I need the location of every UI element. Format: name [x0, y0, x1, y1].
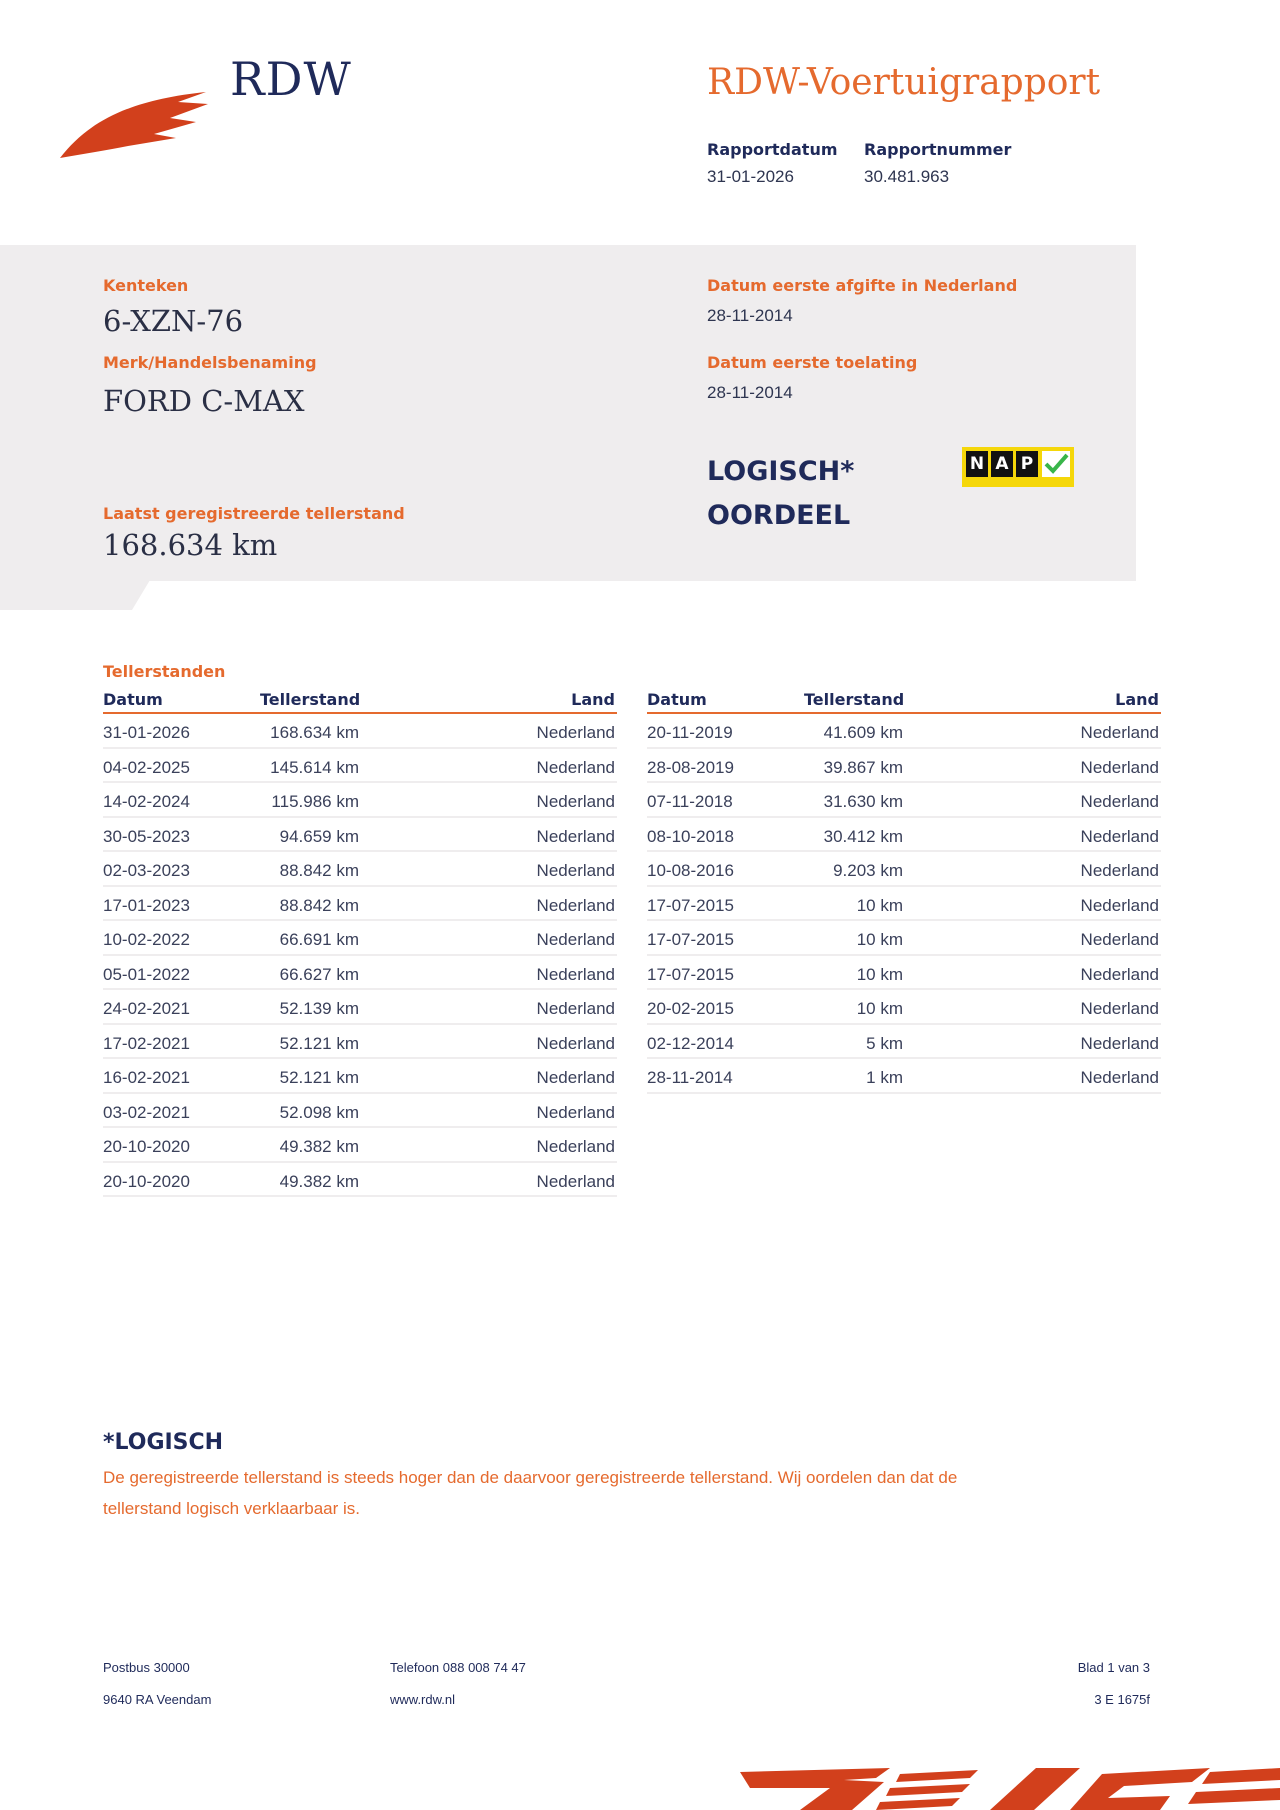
report-number: 30.481.963 [864, 167, 950, 186]
reading-km: 9.203 km [833, 861, 903, 880]
reading-km: 31.630 km [823, 792, 903, 811]
rdw-logo [58, 52, 358, 162]
reading-km: 52.098 km [279, 1102, 359, 1122]
odometer-label: Laatst geregistreerde tellerstand [103, 504, 405, 523]
reading-country: Nederland [536, 895, 615, 915]
col-date-header: Datum [103, 690, 163, 709]
table-row [647, 852, 1161, 887]
reading-km: 66.691 km [279, 930, 359, 949]
reading-country: Nederland [1080, 964, 1159, 984]
reading-date: 02-03-2023 [103, 861, 190, 880]
reading-date: 20-11-2019 [647, 723, 733, 742]
panel-tab-decoration [0, 580, 150, 610]
reading-date: 16-02-2021 [103, 1068, 190, 1087]
table-row [103, 783, 617, 818]
report-date-block [707, 140, 838, 187]
reading-date: 28-08-2019 [647, 757, 734, 777]
note-line-2: tellerstand logisch verklaarbaar is. [103, 1499, 361, 1518]
reading-km: 145.614 km [270, 757, 359, 777]
table-header [103, 688, 617, 714]
table-row [103, 921, 617, 956]
nap-check-icon [1042, 451, 1070, 477]
table-row [103, 1025, 617, 1060]
reading-country: Nederland [1080, 1068, 1159, 1087]
reading-country: Nederland [1080, 930, 1159, 949]
reading-km: 1 km [866, 1068, 903, 1087]
reading-date: 03-02-2021 [103, 1102, 190, 1122]
reading-km: 49.382 km [279, 1171, 359, 1191]
reading-date: 20-10-2020 [103, 1137, 190, 1156]
nap-badge [962, 447, 1074, 487]
reading-country: Nederland [1080, 757, 1159, 777]
reading-km: 10 km [856, 964, 903, 984]
reading-km: 41.609 km [823, 723, 903, 742]
reading-date: 10-02-2022 [103, 930, 190, 949]
footer-address: 9640 RA Veendam [103, 1692, 212, 1707]
reading-country: Nederland [1080, 895, 1159, 915]
first-admission-label: Datum eerste toelating [707, 353, 918, 372]
table-row [103, 1059, 617, 1094]
reading-date: 20-10-2020 [103, 1171, 190, 1191]
table-row [103, 1094, 617, 1129]
reading-country: Nederland [536, 1033, 615, 1053]
footer-page: Blad 1 van 3 [1077, 1660, 1150, 1675]
reading-km: 168.634 km [270, 723, 359, 742]
footer-phone: Telefoon 088 008 74 47 [390, 1660, 526, 1675]
table-row [647, 921, 1161, 956]
reading-date: 07-11-2018 [647, 792, 733, 811]
verdict [707, 450, 854, 538]
reading-date: 04-02-2025 [103, 757, 190, 777]
table-row [103, 990, 617, 1025]
report-date: 31-01-2026 [707, 167, 794, 186]
reading-date: 14-02-2024 [103, 792, 190, 811]
note-title: *LOGISCH [103, 1430, 224, 1455]
reading-country: Nederland [536, 964, 615, 984]
reading-country: Nederland [1080, 1033, 1159, 1053]
table-row [647, 749, 1161, 784]
readings-table-right [647, 688, 1161, 1094]
reading-km: 10 km [856, 930, 903, 949]
reading-date: 17-07-2015 [647, 895, 734, 915]
nap-letter-n: N [966, 451, 988, 477]
reading-km: 88.842 km [279, 861, 359, 880]
reading-country: Nederland [536, 999, 615, 1018]
reading-km: 115.986 km [271, 792, 359, 811]
col-land-header: Land [571, 690, 615, 709]
col-km-header: Tellerstand [260, 690, 361, 709]
reading-country: Nederland [1080, 826, 1159, 846]
table-header [647, 688, 1161, 714]
reading-date: 30-05-2023 [103, 826, 190, 846]
reading-date: 10-08-2016 [647, 861, 734, 880]
table-row [647, 783, 1161, 818]
table-row [647, 990, 1161, 1025]
reading-km: 5 km [866, 1033, 903, 1053]
reading-country: Nederland [1080, 861, 1159, 880]
brand-name: RDW [230, 52, 352, 106]
reading-km: 88.842 km [279, 895, 359, 915]
rdw-stripes-decoration [740, 1758, 1280, 1810]
reading-country: Nederland [536, 930, 615, 949]
report-number-block [864, 140, 1011, 187]
footer-postbus: Postbus 30000 [103, 1660, 190, 1675]
first-issue-nl-label: Datum eerste afgifte in Nederland [707, 276, 1018, 295]
rdw-wing-icon [58, 82, 208, 162]
reading-country: Nederland [536, 723, 615, 742]
make-label: Merk/Handelsbenaming [103, 353, 317, 372]
reading-country: Nederland [536, 792, 615, 811]
reading-country: Nederland [536, 1068, 615, 1087]
footer-code: 3 E 1675f [1094, 1692, 1150, 1707]
reading-country: Nederland [536, 1137, 615, 1156]
reading-km: 30.412 km [823, 826, 903, 846]
reading-date: 17-07-2015 [647, 930, 734, 949]
report-date-label: Rapportdatum [707, 140, 838, 159]
table-row [647, 1025, 1161, 1060]
table-row [103, 749, 617, 784]
table-row [647, 887, 1161, 922]
first-admission-date: 28-11-2014 [707, 383, 793, 402]
reading-km: 39.867 km [823, 757, 903, 777]
reading-date: 28-11-2014 [647, 1068, 733, 1087]
vehicle-make: FORD C-MAX [103, 384, 305, 418]
reading-km: 52.139 km [279, 999, 359, 1018]
table-row [103, 887, 617, 922]
license-plate: 6-XZN-76 [103, 304, 244, 338]
table-row [103, 818, 617, 853]
plate-label: Kenteken [103, 276, 189, 295]
reading-date: 20-02-2015 [647, 999, 734, 1018]
table-row [103, 714, 617, 749]
note-text [103, 1462, 1103, 1524]
table-row [647, 956, 1161, 991]
footer-website: www.rdw.nl [390, 1692, 456, 1707]
reading-date: 05-01-2022 [103, 964, 190, 984]
reading-country: Nederland [1080, 999, 1159, 1018]
reading-country: Nederland [536, 861, 615, 880]
reading-date: 24-02-2021 [103, 999, 190, 1018]
table-row [647, 1059, 1161, 1094]
col-land-header: Land [1115, 690, 1159, 709]
reading-country: Nederland [536, 826, 615, 846]
note-line-1: De geregistreerde tellerstand is steeds hoger dan de daarvoor geregistreerde tellerstand. Wij oordelen dan dat de [103, 1468, 958, 1487]
reading-date: 08-10-2018 [647, 826, 734, 846]
reading-date: 31-01-2026 [103, 723, 190, 742]
table-row [103, 956, 617, 991]
reading-country: Nederland [536, 757, 615, 777]
report-title: RDW-Voertuigrapport [707, 62, 1101, 103]
col-date-header: Datum [647, 690, 707, 709]
first-issue-nl-date: 28-11-2014 [707, 306, 793, 325]
table-row [647, 714, 1161, 749]
reading-km: 66.627 km [279, 964, 359, 984]
reading-km: 94.659 km [279, 826, 359, 846]
table-row [103, 852, 617, 887]
reading-date: 17-07-2015 [647, 964, 734, 984]
reading-country: Nederland [1080, 792, 1159, 811]
odometer-value: 168.634 km [103, 528, 278, 562]
report-number-label: Rapportnummer [864, 140, 1012, 159]
reading-date: 02-12-2014 [647, 1033, 734, 1053]
verdict-line-1: LOGISCH* [707, 456, 855, 487]
nap-letter-a: A [991, 451, 1013, 477]
reading-country: Nederland [536, 1102, 615, 1122]
table-row [103, 1128, 617, 1163]
reading-km: 52.121 km [279, 1068, 359, 1087]
reading-km: 52.121 km [279, 1033, 359, 1053]
verdict-line-2: OORDEEL [707, 500, 851, 531]
nap-letter-p: P [1016, 451, 1038, 477]
readings-table-left [103, 688, 617, 1197]
reading-country: Nederland [1080, 723, 1159, 742]
readings-title: Tellerstanden [103, 662, 226, 681]
reading-country: Nederland [536, 1171, 615, 1191]
col-km-header: Tellerstand [804, 690, 905, 709]
reading-km: 49.382 km [279, 1137, 359, 1156]
reading-km: 10 km [856, 895, 903, 915]
table-row [647, 818, 1161, 853]
reading-date: 17-01-2023 [103, 895, 190, 915]
reading-date: 17-02-2021 [103, 1033, 190, 1053]
reading-km: 10 km [856, 999, 903, 1018]
table-row [103, 1163, 617, 1198]
